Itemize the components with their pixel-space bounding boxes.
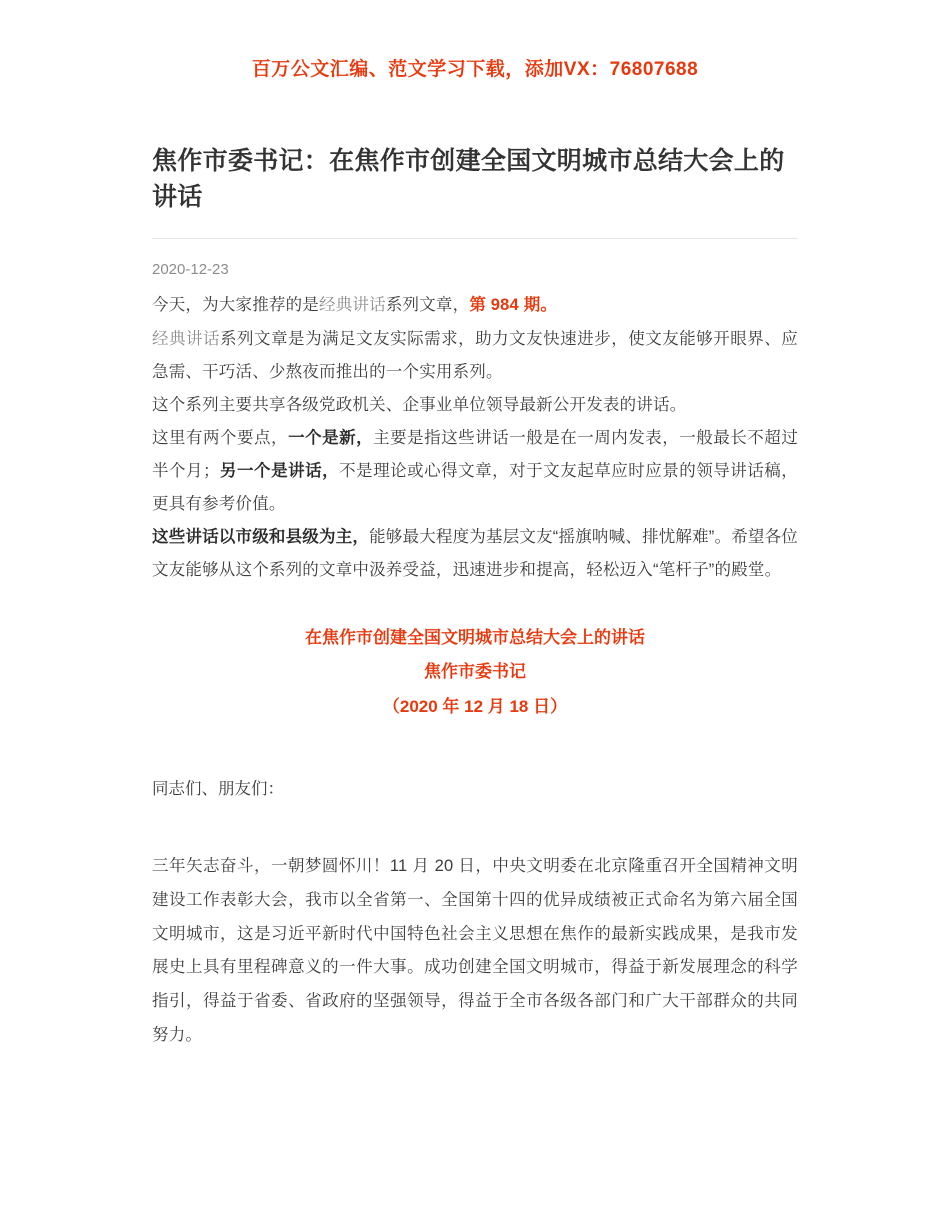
- title-divider: [152, 238, 798, 239]
- intro-section: [152, 288, 798, 587]
- intro-emphasis: 一个是新，: [288, 428, 374, 447]
- publish-date: 2020-12-23: [152, 260, 229, 278]
- intro-text: 主要是指这些讲话一般是在一周内发表，一般最长不超过半个月；: [152, 428, 799, 480]
- intro-series-name: 经典讲话: [319, 294, 386, 314]
- intro-paragraph: [152, 322, 798, 389]
- speech-title: 在焦作市创建全国文明城市总结大会上的讲话: [305, 627, 645, 647]
- intro-text: 能够最大程度为基层文友“摇旗呐喊、排忧解难”。希望各位文友能够从这个系列的文章中汲养受益，迅速进步和提高，轻松迈入“笔杆子”的殿堂。: [152, 527, 798, 579]
- page-title: 焦作市委书记：在焦作市创建全国文明城市总结大会上的讲话: [152, 147, 785, 212]
- speech-speaker: 焦作市委书记: [424, 662, 526, 682]
- intro-text: 不是理论或心得文章，对于文友起草应时应景的领导讲话稿，更具有参考价值。: [152, 461, 798, 513]
- intro-paragraph: [152, 389, 798, 422]
- intro-emphasis: 这些讲话以市级和县级为主，: [152, 527, 370, 546]
- promo-banner: 百万公文汇编、范文学习下载，添加VX：76807688: [251, 59, 699, 80]
- intro-text-cont: 系列文章，: [385, 295, 470, 314]
- issue-number: 第 984 期。: [469, 295, 558, 314]
- salutation: 同志们、朋友们：: [152, 780, 284, 799]
- intro-paragraph: [152, 288, 798, 322]
- body-paragraph: 三年矢志奋斗，一朝梦圆怀川！11 月 20 日，中央文明委在北京隆重召开全国精神文明建设工作表彰大会，我市以全省第一、全国第十四的优异成绩被正式命名为第六届全国文明城市，这是习近平新时代中国特色社会主义思想在焦作的最新实践成果，是我市发展史上具有里程碑意义的一件大事。成功创建全国文明城市，得益于新发展理念的科学指引，得益于省委、省政府的坚强领导，得益于全市各级各部门和广大干部群众的共同努力。: [152, 857, 798, 1045]
- intro-text: 这个系列主要共享各级党政机关、企事业单位领导最新公开发表的讲话。: [152, 395, 687, 414]
- intro-text: 系列文章是为满足文友实际需求，助力文友快速进步，使文友能够开眼界、应急需、干巧活、少熬夜而推出的一个实用系列。: [152, 329, 798, 381]
- intro-emphasis: 另一个是讲话，: [219, 461, 340, 480]
- intro-series-name: 经典讲话: [152, 328, 221, 348]
- intro-paragraph: [152, 521, 798, 587]
- speech-date: （2020 年 12 月 18 日）: [382, 697, 568, 717]
- intro-text: 这里有两个要点，: [152, 428, 289, 447]
- intro-text: 今天，为大家推荐的是: [152, 295, 319, 314]
- speech-heading: [152, 621, 798, 726]
- intro-paragraph: [152, 422, 798, 521]
